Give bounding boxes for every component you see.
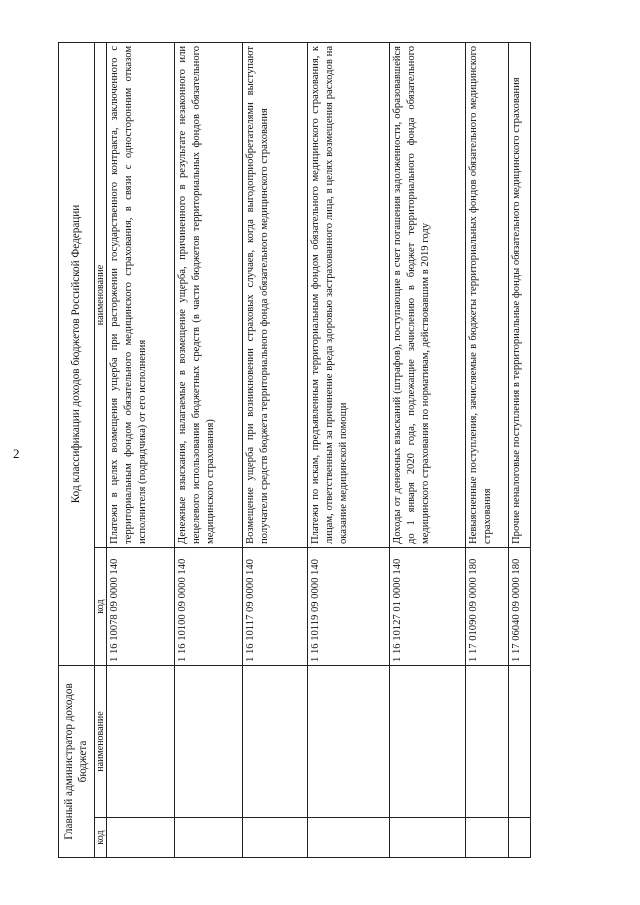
admin-code-cell bbox=[107, 818, 175, 858]
admin-name-cell bbox=[466, 665, 509, 817]
admin-code-cell bbox=[466, 818, 509, 858]
admin-code-cell bbox=[509, 818, 531, 858]
revenue-code-cell: 1 16 10127 01 0000 140 bbox=[390, 547, 466, 665]
revenue-code-cell: 1 17 01090 09 0000 180 bbox=[466, 547, 509, 665]
revenue-code-cell: 1 16 10117 09 0000 140 bbox=[243, 547, 308, 665]
revenue-code-cell: 1 16 10119 09 0000 140 bbox=[308, 547, 390, 665]
table-row bbox=[308, 42, 390, 857]
admin-code-cell bbox=[390, 818, 466, 858]
revenue-code-cell: 1 17 06040 09 0000 180 bbox=[509, 547, 531, 665]
admin-code-cell bbox=[243, 818, 308, 858]
table-header-row bbox=[59, 42, 95, 857]
table-subheader-row bbox=[95, 42, 107, 857]
revenue-name-cell: Возмещение ущерба при возникновении страховых случаев, когда выгодоприобретателями выступают получатели средств бюджета территориального фонда обязательного медицинского страхования bbox=[243, 42, 308, 547]
admin-code-cell bbox=[175, 818, 243, 858]
header-admin-code: код bbox=[95, 818, 107, 858]
budget-revenue-table bbox=[58, 42, 531, 858]
admin-name-cell bbox=[509, 665, 531, 817]
table-row bbox=[107, 42, 175, 857]
revenue-code-cell: 1 16 10078 09 0000 140 bbox=[107, 547, 175, 665]
header-revenue-code: код bbox=[95, 547, 107, 665]
header-admin-name: наименование bbox=[95, 665, 107, 817]
revenue-name-cell: Прочие неналоговые поступления в территориальные фонды обязательного медицинского страхования bbox=[509, 42, 531, 547]
revenue-name-cell: Доходы от денежных взысканий (штрафов), поступающие в счет погашения задолженности, образовавшейся до 1 января 2020 года, подлежащие зачислению в бюджет территориального фонда обязательного медицинского страхования по нормативам, действовавшим в 2019 году bbox=[390, 42, 466, 547]
table-row bbox=[243, 42, 308, 857]
header-classification-group: Код классификации доходов бюджетов Российской Федерации bbox=[59, 42, 95, 665]
table-row bbox=[175, 42, 243, 857]
table-row bbox=[390, 42, 466, 857]
table-row bbox=[509, 42, 531, 857]
revenue-name-cell: Платежи по искам, предъявленным территориальным фондом обязательного медицинского страхования, к лицам, ответственным за причинение вреда здоровью застрахованного лица, в целях возмещения расходов на оказание медицинской помощи bbox=[308, 42, 390, 547]
table-row bbox=[466, 42, 509, 857]
admin-code-cell bbox=[308, 818, 390, 858]
admin-name-cell bbox=[107, 665, 175, 817]
admin-name-cell bbox=[390, 665, 466, 817]
rotated-table-container bbox=[58, 43, 531, 858]
admin-name-cell bbox=[175, 665, 243, 817]
header-admin-group: Главный администратор доходов бюджета bbox=[59, 665, 95, 857]
page-number: 2 bbox=[13, 446, 20, 461]
admin-name-cell bbox=[308, 665, 390, 817]
revenue-name-cell: Денежные взыскания, налагаемые в возмещение ущерба, причиненного в результате незаконного или нецелевого использования бюджетных средств (в части бюджетов территориальных фондов обязательного медицинского страхования) bbox=[175, 42, 243, 547]
revenue-code-cell: 1 16 10100 09 0000 140 bbox=[175, 547, 243, 665]
revenue-name-cell: Платежи в целях возмещения ущерба при расторжении государственного контракта, заключенного с территориальным фондом обязательного медицинского страхования, в связи с односторонним отказом исполнителя (подрядчика) от его исполнения bbox=[107, 42, 175, 547]
revenue-name-cell: Невыясненные поступления, зачисляемые в бюджеты территориальных фондов обязательного медицинского страхования bbox=[466, 42, 509, 547]
header-revenue-name: наименование bbox=[95, 42, 107, 547]
admin-name-cell bbox=[243, 665, 308, 817]
